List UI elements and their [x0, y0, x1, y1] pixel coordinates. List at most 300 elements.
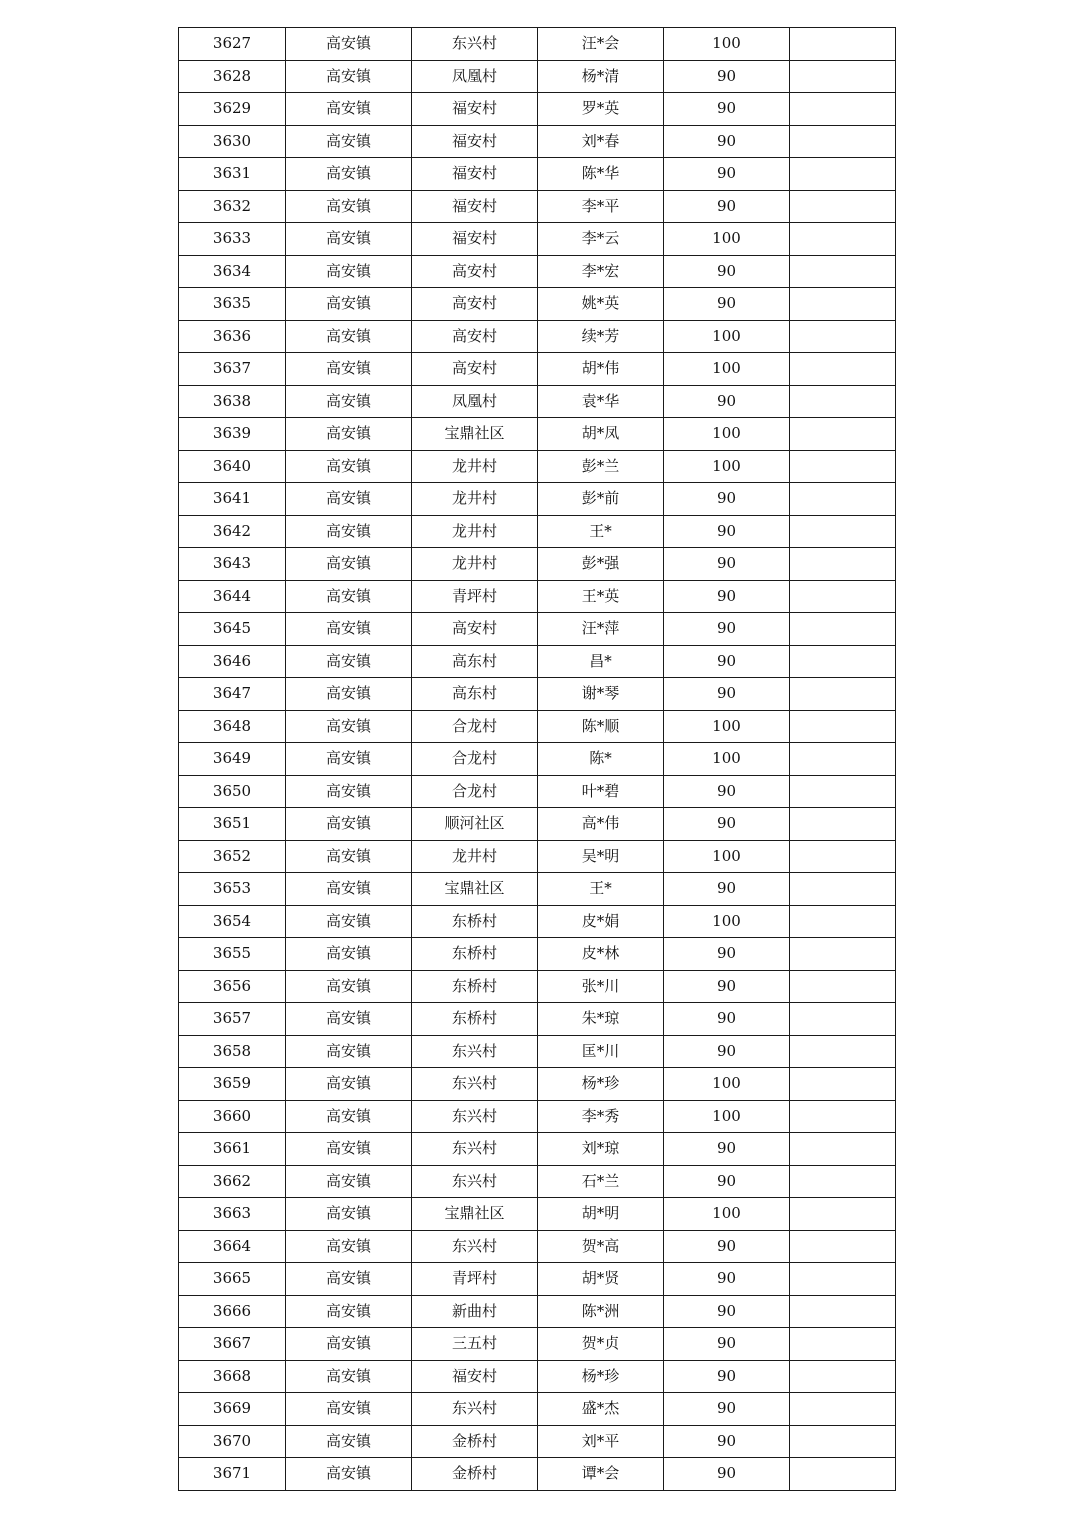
name-cell: 刘*平 — [538, 1425, 664, 1458]
note-cell — [790, 613, 896, 646]
town-cell: 高安镇 — [286, 678, 412, 711]
amount-cell: 90 — [664, 1295, 790, 1328]
town-cell: 高安镇 — [286, 60, 412, 93]
amount-cell: 100 — [664, 223, 790, 256]
town-cell: 高安镇 — [286, 353, 412, 386]
note-cell — [790, 840, 896, 873]
amount-cell: 90 — [664, 808, 790, 841]
note-cell — [790, 1263, 896, 1296]
name-cell: 吴*明 — [538, 840, 664, 873]
town-cell: 高安镇 — [286, 28, 412, 61]
note-cell — [790, 223, 896, 256]
name-cell: 杨*珍 — [538, 1068, 664, 1101]
town-cell: 高安镇 — [286, 905, 412, 938]
table-row — [179, 1003, 896, 1036]
name-cell: 姚*英 — [538, 288, 664, 321]
note-cell — [790, 645, 896, 678]
serial-number-cell: 3633 — [179, 223, 286, 256]
town-cell: 高安镇 — [286, 1263, 412, 1296]
name-cell: 高*伟 — [538, 808, 664, 841]
village-cell: 凤凰村 — [412, 60, 538, 93]
note-cell — [790, 320, 896, 353]
serial-number-cell: 3646 — [179, 645, 286, 678]
note-cell — [790, 580, 896, 613]
name-cell: 杨*珍 — [538, 1360, 664, 1393]
name-cell: 王*英 — [538, 580, 664, 613]
amount-cell: 90 — [664, 613, 790, 646]
note-cell — [790, 905, 896, 938]
note-cell — [790, 1458, 896, 1491]
town-cell: 高安镇 — [286, 158, 412, 191]
table-row — [179, 450, 896, 483]
town-cell: 高安镇 — [286, 548, 412, 581]
amount-cell: 90 — [664, 1165, 790, 1198]
amount-cell: 90 — [664, 1360, 790, 1393]
name-cell: 汪*会 — [538, 28, 664, 61]
town-cell: 高安镇 — [286, 938, 412, 971]
serial-number-cell: 3642 — [179, 515, 286, 548]
table-row — [179, 1230, 896, 1263]
village-cell: 东桥村 — [412, 970, 538, 1003]
amount-cell: 100 — [664, 1100, 790, 1133]
serial-number-cell: 3629 — [179, 93, 286, 126]
town-cell: 高安镇 — [286, 450, 412, 483]
table-row — [179, 125, 896, 158]
amount-cell: 90 — [664, 678, 790, 711]
roster-table-container — [178, 27, 895, 1491]
table-row — [179, 613, 896, 646]
town-cell: 高安镇 — [286, 1360, 412, 1393]
name-cell: 王* — [538, 873, 664, 906]
village-cell: 高安村 — [412, 353, 538, 386]
village-cell: 新曲村 — [412, 1295, 538, 1328]
town-cell: 高安镇 — [286, 125, 412, 158]
table-row — [179, 28, 896, 61]
amount-cell: 100 — [664, 905, 790, 938]
serial-number-cell: 3667 — [179, 1328, 286, 1361]
name-cell: 陈*洲 — [538, 1295, 664, 1328]
note-cell — [790, 1003, 896, 1036]
serial-number-cell: 3660 — [179, 1100, 286, 1133]
serial-number-cell: 3653 — [179, 873, 286, 906]
town-cell: 高安镇 — [286, 320, 412, 353]
note-cell — [790, 1198, 896, 1231]
serial-number-cell: 3647 — [179, 678, 286, 711]
serial-number-cell: 3665 — [179, 1263, 286, 1296]
serial-number-cell: 3641 — [179, 483, 286, 516]
town-cell: 高安镇 — [286, 190, 412, 223]
table-row — [179, 905, 896, 938]
serial-number-cell: 3666 — [179, 1295, 286, 1328]
table-row — [179, 1393, 896, 1426]
amount-cell: 90 — [664, 548, 790, 581]
town-cell: 高安镇 — [286, 970, 412, 1003]
name-cell: 李*秀 — [538, 1100, 664, 1133]
table-row — [179, 385, 896, 418]
amount-cell: 100 — [664, 840, 790, 873]
serial-number-cell: 3669 — [179, 1393, 286, 1426]
note-cell — [790, 93, 896, 126]
note-cell — [790, 1035, 896, 1068]
table-row — [179, 190, 896, 223]
name-cell: 贺*贞 — [538, 1328, 664, 1361]
town-cell: 高安镇 — [286, 1100, 412, 1133]
town-cell: 高安镇 — [286, 775, 412, 808]
amount-cell: 90 — [664, 1263, 790, 1296]
table-row — [179, 970, 896, 1003]
amount-cell: 100 — [664, 450, 790, 483]
town-cell: 高安镇 — [286, 418, 412, 451]
name-cell: 彭*强 — [538, 548, 664, 581]
table-row — [179, 320, 896, 353]
name-cell: 陈*顺 — [538, 710, 664, 743]
amount-cell: 90 — [664, 1035, 790, 1068]
serial-number-cell: 3640 — [179, 450, 286, 483]
town-cell: 高安镇 — [286, 1328, 412, 1361]
town-cell: 高安镇 — [286, 515, 412, 548]
table-row — [179, 873, 896, 906]
note-cell — [790, 450, 896, 483]
table-row — [179, 1295, 896, 1328]
amount-cell: 90 — [664, 483, 790, 516]
note-cell — [790, 1068, 896, 1101]
table-row — [179, 288, 896, 321]
name-cell: 胡*明 — [538, 1198, 664, 1231]
amount-cell: 90 — [664, 1458, 790, 1491]
note-cell — [790, 1100, 896, 1133]
serial-number-cell: 3658 — [179, 1035, 286, 1068]
town-cell: 高安镇 — [286, 385, 412, 418]
village-cell: 东桥村 — [412, 1003, 538, 1036]
amount-cell: 90 — [664, 515, 790, 548]
note-cell — [790, 1165, 896, 1198]
table-row — [179, 1035, 896, 1068]
note-cell — [790, 288, 896, 321]
village-cell: 高安村 — [412, 255, 538, 288]
village-cell: 龙井村 — [412, 515, 538, 548]
name-cell: 贺*高 — [538, 1230, 664, 1263]
serial-number-cell: 3656 — [179, 970, 286, 1003]
name-cell: 皮*娟 — [538, 905, 664, 938]
serial-number-cell: 3643 — [179, 548, 286, 581]
town-cell: 高安镇 — [286, 613, 412, 646]
table-row — [179, 580, 896, 613]
table-row — [179, 158, 896, 191]
name-cell: 刘*琼 — [538, 1133, 664, 1166]
name-cell: 张*川 — [538, 970, 664, 1003]
name-cell: 陈*华 — [538, 158, 664, 191]
name-cell: 谢*琴 — [538, 678, 664, 711]
table-row — [179, 808, 896, 841]
note-cell — [790, 1133, 896, 1166]
village-cell: 东桥村 — [412, 905, 538, 938]
town-cell: 高安镇 — [286, 1458, 412, 1491]
note-cell — [790, 515, 896, 548]
village-cell: 东兴村 — [412, 1035, 538, 1068]
village-cell: 东桥村 — [412, 938, 538, 971]
village-cell: 福安村 — [412, 1360, 538, 1393]
table-row — [179, 353, 896, 386]
name-cell: 叶*碧 — [538, 775, 664, 808]
village-cell: 合龙村 — [412, 743, 538, 776]
village-cell: 福安村 — [412, 223, 538, 256]
table-row — [179, 548, 896, 581]
amount-cell: 100 — [664, 1198, 790, 1231]
serial-number-cell: 3671 — [179, 1458, 286, 1491]
note-cell — [790, 548, 896, 581]
note-cell — [790, 418, 896, 451]
village-cell: 东兴村 — [412, 1393, 538, 1426]
village-cell: 东兴村 — [412, 1133, 538, 1166]
note-cell — [790, 60, 896, 93]
amount-cell: 90 — [664, 645, 790, 678]
town-cell: 高安镇 — [286, 483, 412, 516]
amount-cell: 90 — [664, 93, 790, 126]
table-row — [179, 255, 896, 288]
amount-cell: 90 — [664, 60, 790, 93]
village-cell: 金桥村 — [412, 1458, 538, 1491]
town-cell: 高安镇 — [286, 255, 412, 288]
village-cell: 东兴村 — [412, 1068, 538, 1101]
table-row — [179, 1263, 896, 1296]
village-cell: 合龙村 — [412, 710, 538, 743]
amount-cell: 90 — [664, 580, 790, 613]
table-row — [179, 1458, 896, 1491]
note-cell — [790, 1230, 896, 1263]
village-cell: 福安村 — [412, 93, 538, 126]
name-cell: 石*兰 — [538, 1165, 664, 1198]
note-cell — [790, 1295, 896, 1328]
note-cell — [790, 743, 896, 776]
table-row — [179, 710, 896, 743]
amount-cell: 90 — [664, 125, 790, 158]
amount-cell: 100 — [664, 353, 790, 386]
table-row — [179, 515, 896, 548]
name-cell: 李*平 — [538, 190, 664, 223]
amount-cell: 90 — [664, 938, 790, 971]
name-cell: 陈* — [538, 743, 664, 776]
name-cell: 胡*贤 — [538, 1263, 664, 1296]
note-cell — [790, 678, 896, 711]
village-cell: 福安村 — [412, 125, 538, 158]
note-cell — [790, 255, 896, 288]
note-cell — [790, 353, 896, 386]
village-cell: 高安村 — [412, 320, 538, 353]
village-cell: 青坪村 — [412, 580, 538, 613]
table-row — [179, 483, 896, 516]
serial-number-cell: 3651 — [179, 808, 286, 841]
village-cell: 龙井村 — [412, 483, 538, 516]
note-cell — [790, 483, 896, 516]
table-row — [179, 1198, 896, 1231]
town-cell: 高安镇 — [286, 743, 412, 776]
table-row — [179, 1100, 896, 1133]
name-cell: 刘*春 — [538, 125, 664, 158]
name-cell: 胡*伟 — [538, 353, 664, 386]
table-row — [179, 645, 896, 678]
amount-cell: 90 — [664, 873, 790, 906]
table-row — [179, 418, 896, 451]
note-cell — [790, 158, 896, 191]
name-cell: 盛*杰 — [538, 1393, 664, 1426]
amount-cell: 100 — [664, 1068, 790, 1101]
note-cell — [790, 190, 896, 223]
village-cell: 龙井村 — [412, 450, 538, 483]
village-cell: 高安村 — [412, 288, 538, 321]
table-row — [179, 1068, 896, 1101]
name-cell: 李*云 — [538, 223, 664, 256]
serial-number-cell: 3627 — [179, 28, 286, 61]
village-cell: 金桥村 — [412, 1425, 538, 1458]
note-cell — [790, 808, 896, 841]
name-cell: 彭*兰 — [538, 450, 664, 483]
note-cell — [790, 125, 896, 158]
serial-number-cell: 3636 — [179, 320, 286, 353]
name-cell: 匡*川 — [538, 1035, 664, 1068]
serial-number-cell: 3628 — [179, 60, 286, 93]
note-cell — [790, 385, 896, 418]
note-cell — [790, 938, 896, 971]
table-row — [179, 60, 896, 93]
village-cell: 龙井村 — [412, 548, 538, 581]
table-row — [179, 1165, 896, 1198]
amount-cell: 90 — [664, 255, 790, 288]
serial-number-cell: 3635 — [179, 288, 286, 321]
town-cell: 高安镇 — [286, 288, 412, 321]
table-row — [179, 775, 896, 808]
amount-cell: 90 — [664, 158, 790, 191]
serial-number-cell: 3655 — [179, 938, 286, 971]
amount-cell: 100 — [664, 743, 790, 776]
town-cell: 高安镇 — [286, 1165, 412, 1198]
serial-number-cell: 3648 — [179, 710, 286, 743]
town-cell: 高安镇 — [286, 1035, 412, 1068]
amount-cell: 90 — [664, 288, 790, 321]
amount-cell: 90 — [664, 190, 790, 223]
town-cell: 高安镇 — [286, 1068, 412, 1101]
town-cell: 高安镇 — [286, 645, 412, 678]
village-cell: 高东村 — [412, 645, 538, 678]
note-cell — [790, 1328, 896, 1361]
village-cell: 龙井村 — [412, 840, 538, 873]
town-cell: 高安镇 — [286, 873, 412, 906]
name-cell: 昌* — [538, 645, 664, 678]
amount-cell: 90 — [664, 970, 790, 1003]
serial-number-cell: 3645 — [179, 613, 286, 646]
note-cell — [790, 775, 896, 808]
town-cell: 高安镇 — [286, 1295, 412, 1328]
serial-number-cell: 3659 — [179, 1068, 286, 1101]
town-cell: 高安镇 — [286, 710, 412, 743]
amount-cell: 90 — [664, 1230, 790, 1263]
village-cell: 顺河社区 — [412, 808, 538, 841]
amount-cell: 90 — [664, 1425, 790, 1458]
village-cell: 东兴村 — [412, 1230, 538, 1263]
village-cell: 东兴村 — [412, 1165, 538, 1198]
town-cell: 高安镇 — [286, 808, 412, 841]
town-cell: 高安镇 — [286, 1230, 412, 1263]
serial-number-cell: 3644 — [179, 580, 286, 613]
village-cell: 东兴村 — [412, 28, 538, 61]
amount-cell: 100 — [664, 418, 790, 451]
village-cell: 东兴村 — [412, 1100, 538, 1133]
table-row — [179, 840, 896, 873]
serial-number-cell: 3663 — [179, 1198, 286, 1231]
name-cell: 罗*英 — [538, 93, 664, 126]
amount-cell: 90 — [664, 385, 790, 418]
town-cell: 高安镇 — [286, 580, 412, 613]
town-cell: 高安镇 — [286, 1198, 412, 1231]
town-cell: 高安镇 — [286, 1003, 412, 1036]
amount-cell: 90 — [664, 775, 790, 808]
serial-number-cell: 3668 — [179, 1360, 286, 1393]
village-cell: 宝鼎社区 — [412, 418, 538, 451]
table-row — [179, 678, 896, 711]
serial-number-cell: 3639 — [179, 418, 286, 451]
serial-number-cell: 3634 — [179, 255, 286, 288]
serial-number-cell: 3652 — [179, 840, 286, 873]
name-cell: 皮*林 — [538, 938, 664, 971]
note-cell — [790, 1360, 896, 1393]
town-cell: 高安镇 — [286, 93, 412, 126]
serial-number-cell: 3649 — [179, 743, 286, 776]
name-cell: 袁*华 — [538, 385, 664, 418]
village-cell: 福安村 — [412, 190, 538, 223]
roster-table — [178, 27, 896, 1491]
serial-number-cell: 3657 — [179, 1003, 286, 1036]
serial-number-cell: 3670 — [179, 1425, 286, 1458]
village-cell: 高东村 — [412, 678, 538, 711]
town-cell: 高安镇 — [286, 1425, 412, 1458]
serial-number-cell: 3664 — [179, 1230, 286, 1263]
note-cell — [790, 28, 896, 61]
note-cell — [790, 1393, 896, 1426]
name-cell: 汪*萍 — [538, 613, 664, 646]
amount-cell: 90 — [664, 1133, 790, 1166]
town-cell: 高安镇 — [286, 840, 412, 873]
amount-cell: 100 — [664, 28, 790, 61]
serial-number-cell: 3637 — [179, 353, 286, 386]
roster-table-body — [179, 28, 896, 1491]
serial-number-cell: 3638 — [179, 385, 286, 418]
name-cell: 续*芳 — [538, 320, 664, 353]
table-row — [179, 223, 896, 256]
table-row — [179, 938, 896, 971]
name-cell: 彭*前 — [538, 483, 664, 516]
town-cell: 高安镇 — [286, 1133, 412, 1166]
serial-number-cell: 3631 — [179, 158, 286, 191]
note-cell — [790, 970, 896, 1003]
name-cell: 杨*清 — [538, 60, 664, 93]
note-cell — [790, 873, 896, 906]
amount-cell: 90 — [664, 1328, 790, 1361]
village-cell: 合龙村 — [412, 775, 538, 808]
table-row — [179, 743, 896, 776]
table-row — [179, 1360, 896, 1393]
amount-cell: 100 — [664, 710, 790, 743]
name-cell: 李*宏 — [538, 255, 664, 288]
name-cell: 王* — [538, 515, 664, 548]
village-cell: 青坪村 — [412, 1263, 538, 1296]
note-cell — [790, 1425, 896, 1458]
village-cell: 福安村 — [412, 158, 538, 191]
table-row — [179, 1328, 896, 1361]
town-cell: 高安镇 — [286, 1393, 412, 1426]
serial-number-cell: 3654 — [179, 905, 286, 938]
serial-number-cell: 3662 — [179, 1165, 286, 1198]
village-cell: 高安村 — [412, 613, 538, 646]
amount-cell: 100 — [664, 320, 790, 353]
